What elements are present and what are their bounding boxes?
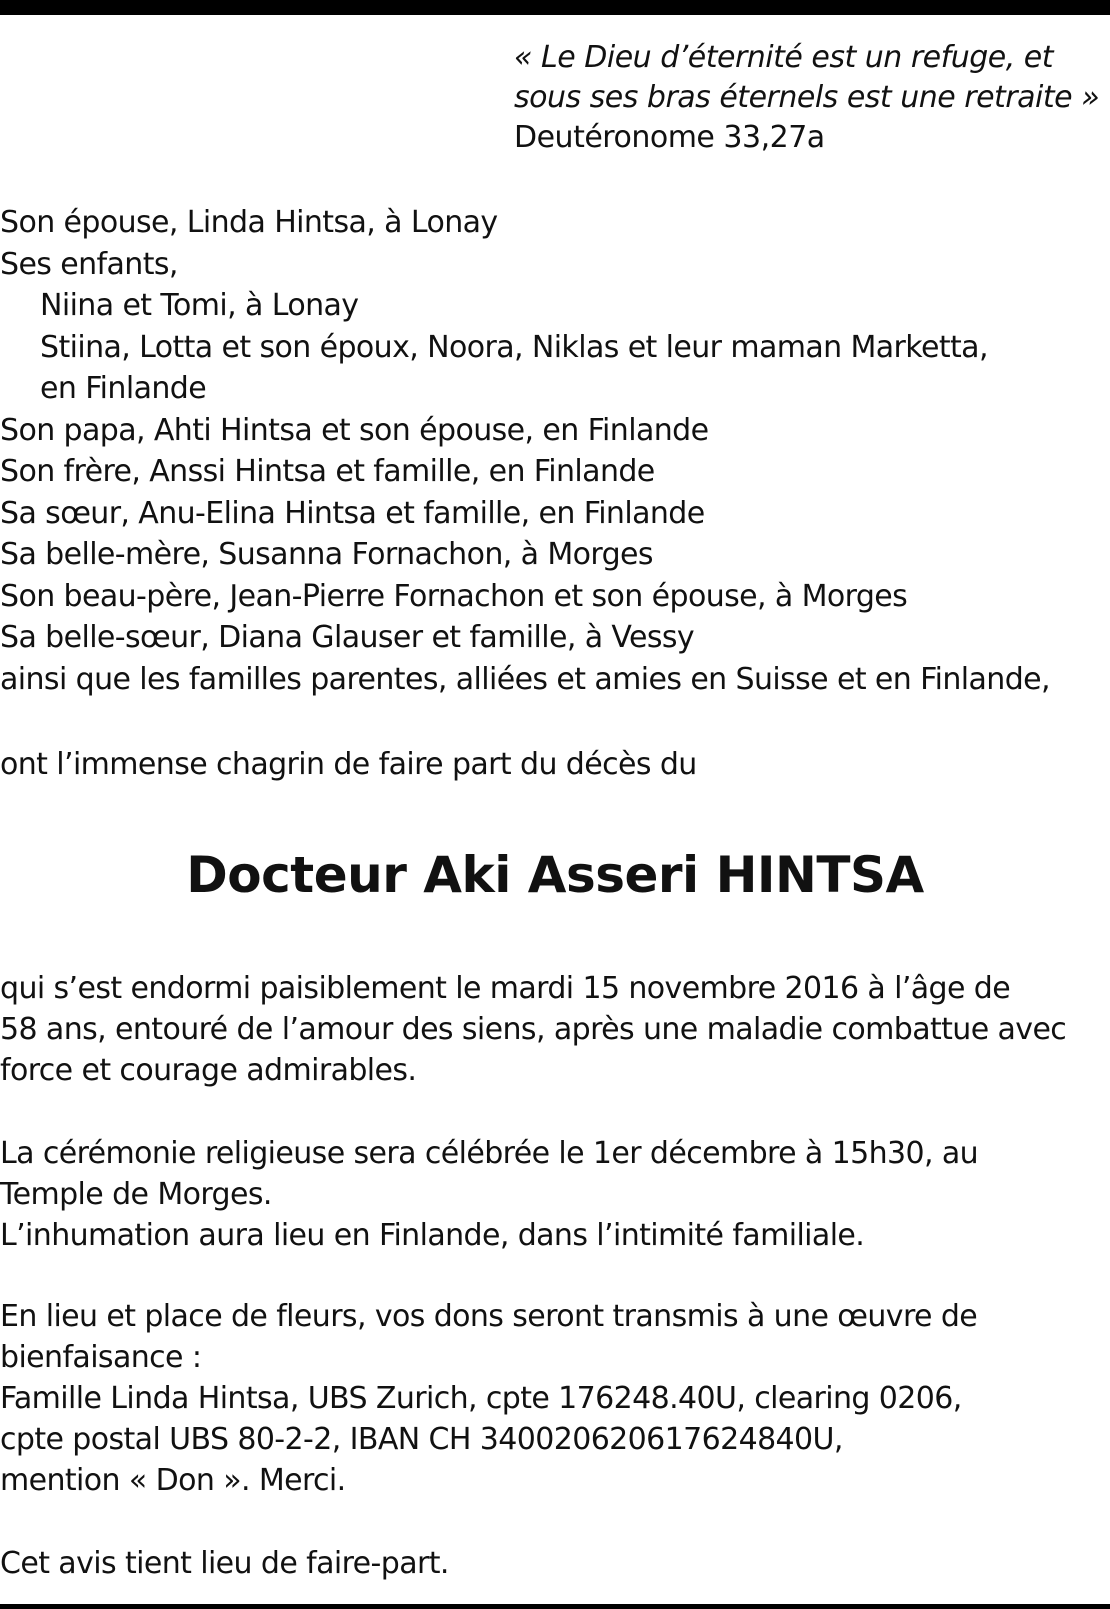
donation-line: Famille Linda Hintsa, UBS Zurich, cpte 176248.40U, clearing 0206, [0,1381,962,1416]
family-member-line: Son épouse, Linda Hintsa, à Lonay [0,205,498,240]
donation-paragraph [0,1296,977,1501]
epigraph-quote-line: sous ses bras éternels est une retraite » [514,80,1100,115]
family-members-list [0,202,1050,700]
family-member-line: Sa belle-mère, Susanna Fornachon, à Morges [0,537,653,572]
passing-line: force et courage admirables. [0,1053,417,1088]
family-member-line: Son frère, Anssi Hintsa et famille, en Finlande [0,454,655,489]
donation-line: bienfaisance : [0,1340,202,1375]
donation-line: En lieu et place de fleurs, vos dons seront transmis à une œuvre de [0,1299,978,1334]
passing-line: qui s’est endormi paisiblement le mardi 15 novembre 2016 à l’âge de [0,971,1011,1006]
passing-paragraph [0,968,1066,1091]
family-member-line: Stiina, Lotta et son époux, Noora, Niklas et leur maman Marketta, [40,329,988,365]
announcement-text: ont l’immense chagrin de faire part du décès du [0,747,697,782]
family-member-line: Ses enfants, [0,246,178,282]
ceremony-paragraph [0,1133,978,1256]
ceremony-line: Temple de Morges. [0,1177,272,1212]
deceased-name: Docteur Aki Asseri HINTSA [186,846,924,904]
closing-note: Cet avis tient lieu de faire-part. [0,1546,449,1581]
passing-line: 58 ans, entouré de l’amour des siens, après une maladie combattue avec [0,1012,1067,1047]
family-member-line: Son papa, Ahti Hintsa et son épouse, en Finlande [0,412,709,448]
epigraph-quote-line: « Le Dieu d’éternité est un refuge, et [514,40,1054,75]
family-member-line: Sa belle-sœur, Diana Glauser et famille, à Vessy [0,620,695,655]
bible-epigraph [514,38,1099,158]
epigraph-reference: Deutéronome 33,27a [514,120,825,155]
family-member-line: Sa sœur, Anu-Elina Hintsa et famille, en Finlande [0,495,705,531]
ceremony-line: La cérémonie religieuse sera célébrée le 1er décembre à 15h30, au [0,1136,979,1171]
family-member-line: Niina et Tomi, à Lonay [40,288,359,323]
family-member-line: ainsi que les familles parentes, alliées et amies en Suisse et en Finlande, [0,661,1050,697]
donation-line: mention « Don ». Merci. [0,1463,346,1498]
family-member-line: en Finlande [40,371,207,406]
family-member-line: Son beau-père, Jean-Pierre Fornachon et son épouse, à Morges [0,578,908,614]
donation-line: cpte postal UBS 80-2-2, IBAN CH 340020620617624840U, [0,1422,843,1457]
ceremony-line: L’inhumation aura lieu en Finlande, dans l’intimité familiale. [0,1218,865,1253]
bottom-border-rule [0,1604,1110,1609]
